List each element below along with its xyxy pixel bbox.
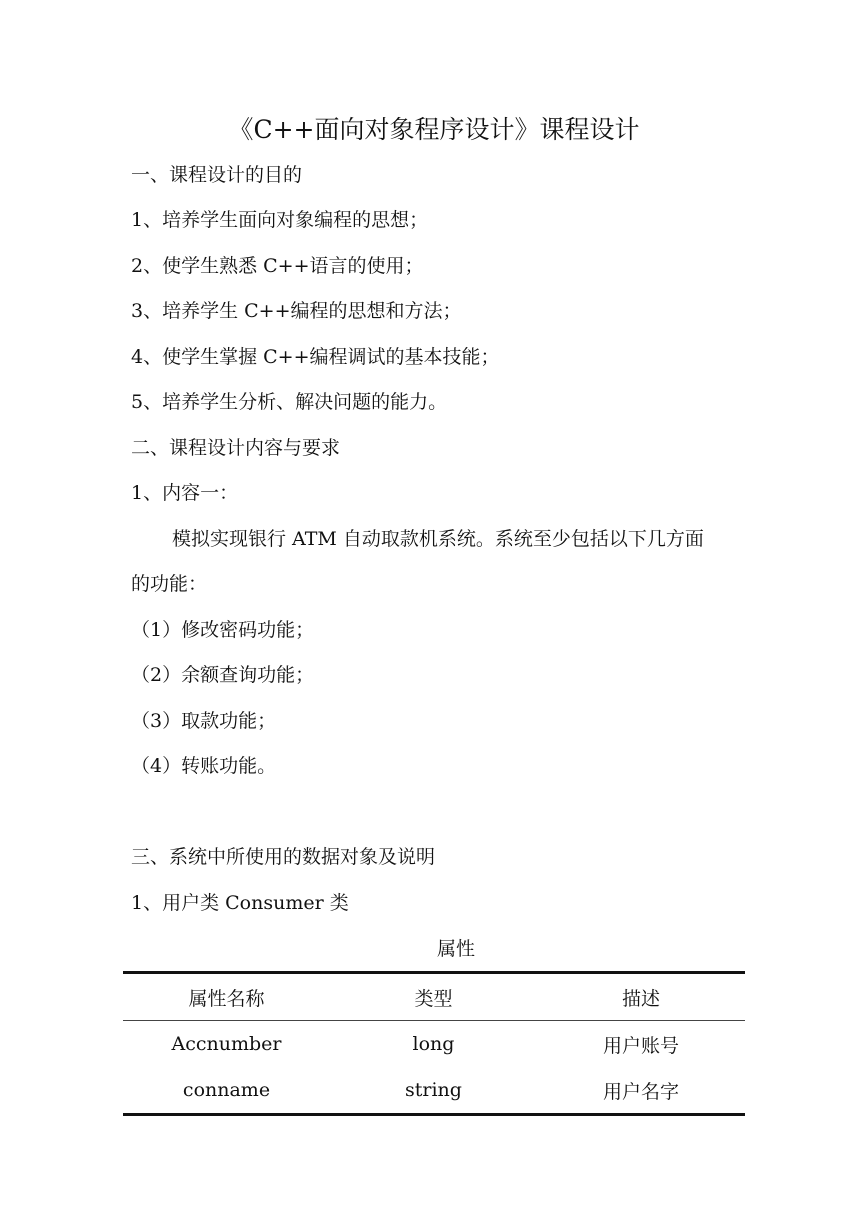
subsection-heading: 1、用户类 Consumer 类 (131, 892, 349, 914)
table-header-row (123, 973, 745, 1021)
table-caption: 属性 (436, 938, 475, 960)
section-heading-data-objects: 三、系统中所使用的数据对象及说明 (131, 846, 436, 868)
paragraph-line: 模拟实现银行 ATM 自动取款机系统。系统至少包括以下几方面 (172, 528, 704, 550)
section-heading-content: 二、课程设计内容与要求 (131, 437, 341, 459)
section-heading-purpose: 一、课程设计的目的 (131, 164, 303, 186)
column-header: 类型 (414, 987, 453, 1010)
subsection-heading: 1、内容一： (131, 482, 239, 504)
table-cell: 用户名字 (602, 1080, 679, 1103)
column-header: 描述 (621, 987, 660, 1010)
list-item: 3、培养学生 C++编程的思想和方法； (131, 300, 462, 322)
table-cell: long (412, 1033, 455, 1055)
table-row (123, 1067, 745, 1115)
list-item: 1、培养学生面向对象编程的思想； (131, 209, 429, 231)
column-header: 属性名称 (188, 987, 265, 1010)
table-cell: string (405, 1079, 462, 1101)
attribute-table (123, 971, 745, 1116)
list-item: （1）修改密码功能； (131, 619, 315, 641)
list-item: 4、使学生掌握 C++编程调试的基本技能； (131, 346, 500, 368)
list-item: 5、培养学生分析、解决问题的能力。 (131, 391, 448, 413)
document-title: 《C++面向对象程序设计》课程设计 (228, 115, 640, 144)
table-row (123, 1021, 745, 1068)
list-item: （2）余额查询功能； (131, 664, 315, 686)
table-cell: Accnumber (171, 1033, 282, 1055)
paragraph-line: 的功能： (131, 573, 208, 595)
table-cell: 用户账号 (602, 1034, 679, 1057)
list-item: （4）转账功能。 (131, 755, 277, 777)
list-item: 2、使学生熟悉 C++语言的使用； (131, 255, 424, 277)
list-item: （3）取款功能； (131, 710, 277, 732)
table-cell: conname (182, 1079, 271, 1101)
